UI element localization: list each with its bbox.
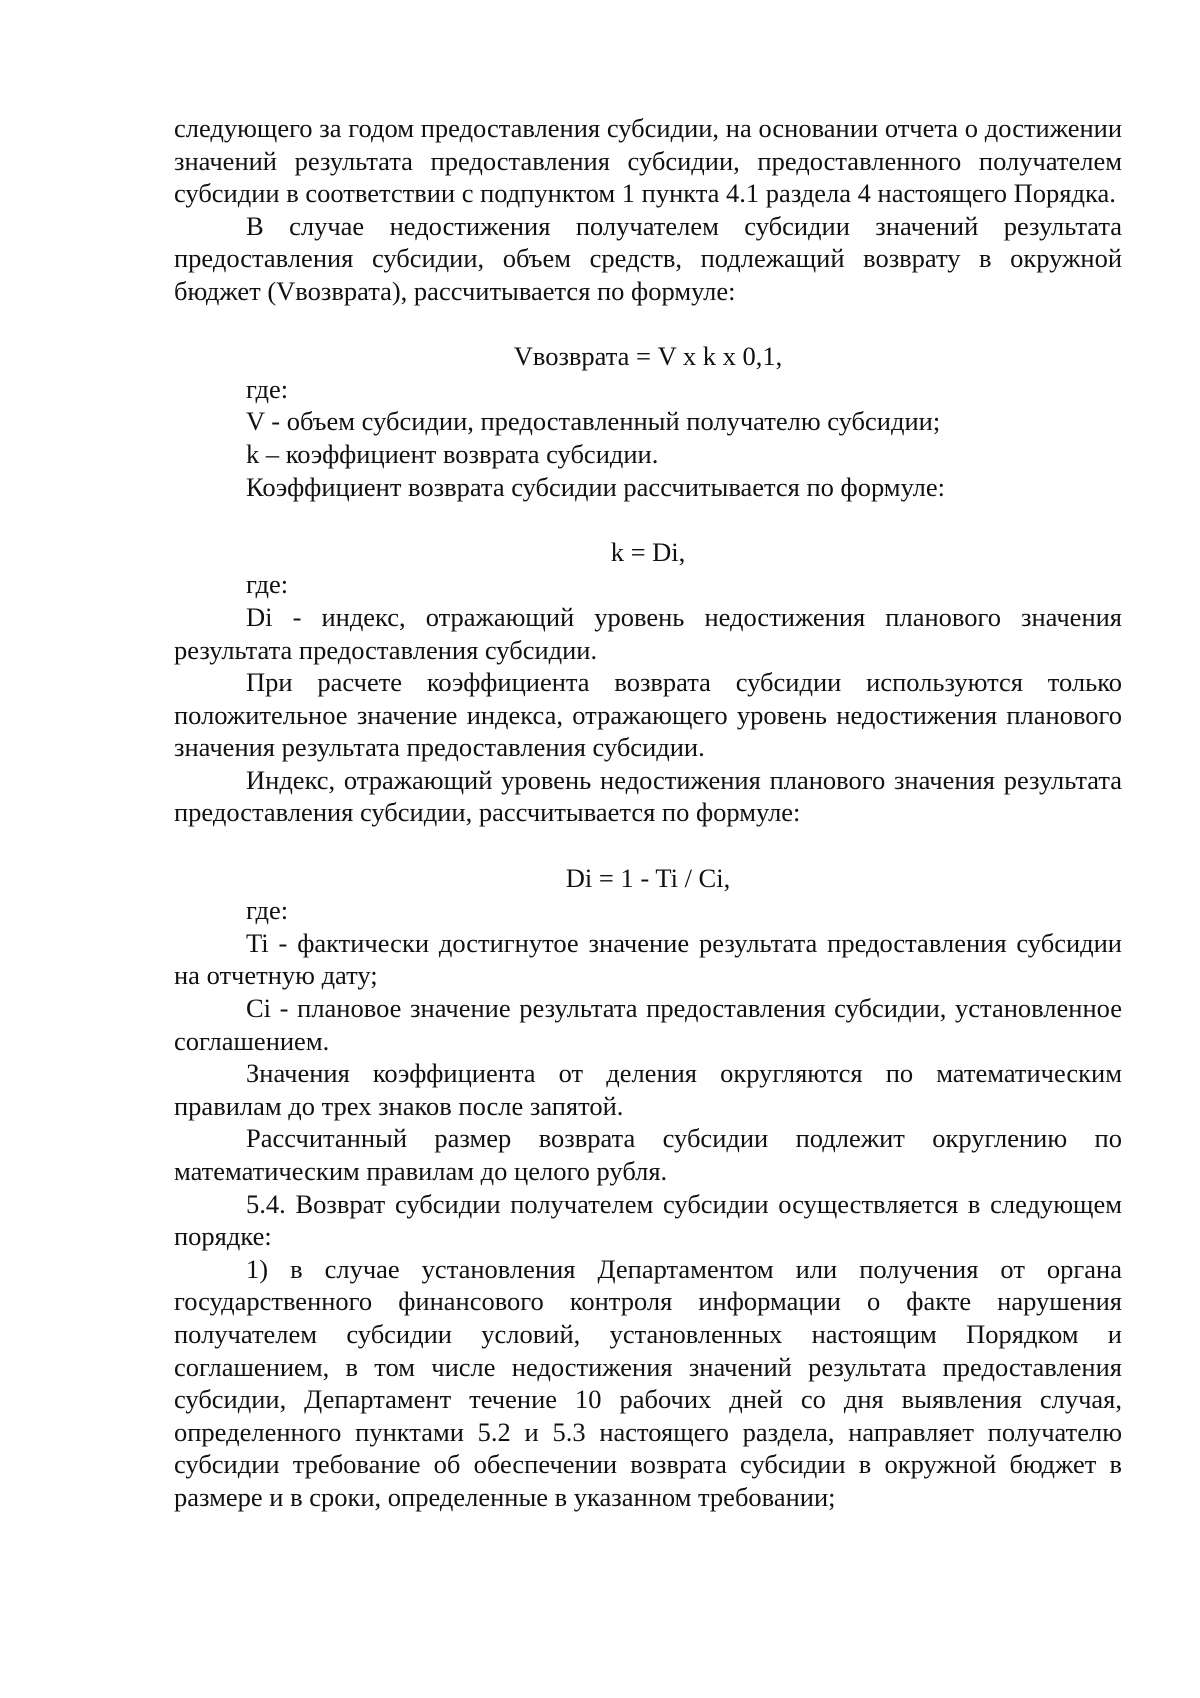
paragraph-rounding-coefficient: Значения коэффициента от деления округляются по математическим правилам до трех знаков после запятой. bbox=[174, 1058, 1122, 1121]
paragraph-shortfall-case: В случае недостижения получателем субсидии значений результата предоставления субсидии, объем средств, подлежащий возврату в окружной бюджет (Vвозврата), рассчитывается по формуле: bbox=[174, 210, 1122, 306]
formula-return-volume: Vвозврата = V x k x 0,1, bbox=[513, 341, 783, 372]
paragraph-continuation: следующего за годом предоставления субсидии, на основании отчета о достижении значений результата предоставления субсидии, предоставленного получателем субсидии в соответствии с подпунктом 1 пункта 4.1 раздела 4 настоящего Порядка. bbox=[174, 113, 1122, 209]
where-label-2: где: bbox=[246, 569, 289, 600]
paragraph-item-1: 1) в случае установления Департаментом или получения от органа государственного финансового контроля информации о факте нарушения получателем субсидии условий, установленных настоящим Порядком и соглашением, в том числе недостижения значений результата предоставления субсидии, Департамент течение 10 рабочих дней со дня выявления случая, определенного пунктами 5.2 и 5.3 настоящего раздела, направляет получателю субсидии требование об обеспечении возврата субсидии в окружной бюджет в размере и в сроки, определенные в указанном требовании; bbox=[174, 1253, 1122, 1512]
paragraph-rounding-amount: Рассчитанный размер возврата субсидии подлежит округлению по математическим правилам до целого рубля. bbox=[174, 1123, 1122, 1186]
definition-k: k – коэффициент возврата субсидии. bbox=[246, 438, 659, 469]
formula-coefficient: k = Di, bbox=[610, 536, 686, 567]
definition-ti: Ti - фактически достигнутое значение результата предоставления субсидии на отчетную дату; bbox=[174, 927, 1122, 991]
paragraph-positive-index: При расчете коэффициента возврата субсидии используются только положительное значение индекса, отражающего уровень недостижения планового значения результата предоставления субсидии. bbox=[174, 667, 1122, 763]
definition-ci: Ci - плановое значение результата предоставления субсидии, установленное соглашением. bbox=[174, 993, 1122, 1056]
where-label-3: где: bbox=[246, 895, 289, 926]
definition-v: V - объем субсидии, предоставленный получателю субсидии; bbox=[246, 406, 941, 437]
coefficient-formula-intro: Коэффициент возврата субсидии рассчитывается по формуле: bbox=[246, 471, 946, 502]
paragraph-index-formula: Индекс, отражающий уровень недостижения планового значения результата предоставления субсидии, рассчитывается по формуле: bbox=[174, 764, 1122, 828]
document-page bbox=[174, 112, 1122, 1514]
paragraph-section-5-4: 5.4. Возврат субсидии получателем субсидии осуществляется в следующем порядке: bbox=[174, 1188, 1122, 1252]
definition-di: Di - индекс, отражающий уровень недостижения планового значения результата предоставления субсидии. bbox=[174, 601, 1122, 665]
where-label-1: где: bbox=[246, 373, 289, 404]
formula-index: Di = 1 - Ti / Ci, bbox=[565, 862, 731, 893]
